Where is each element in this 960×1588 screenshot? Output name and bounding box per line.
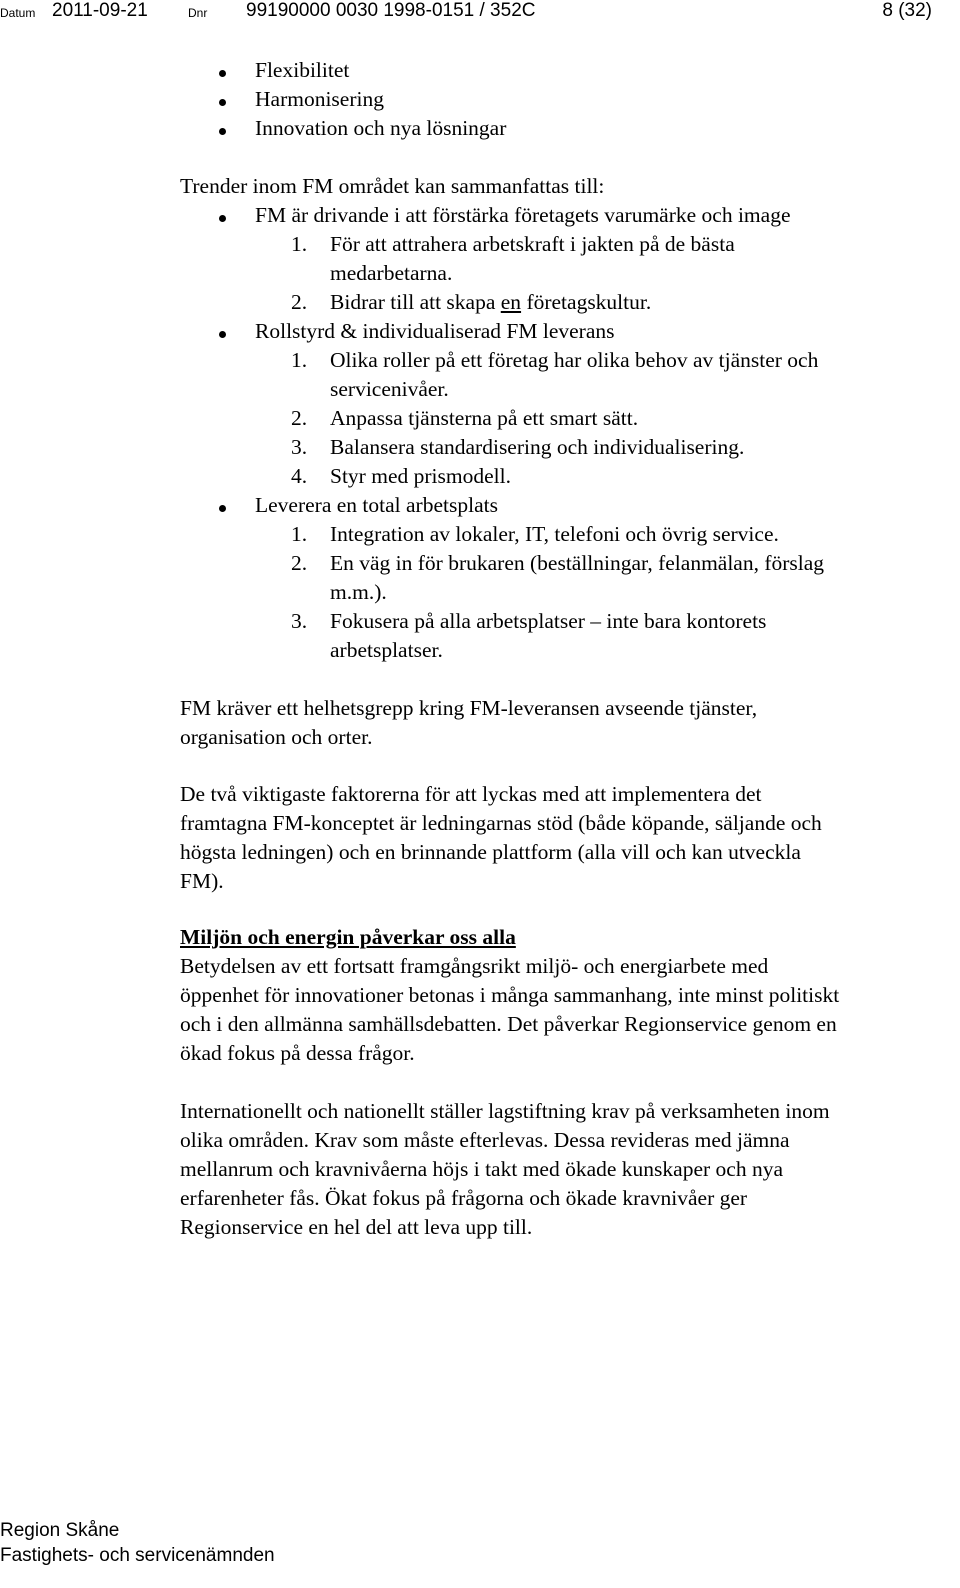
item-number: 1. [291, 348, 308, 372]
item-text-underlined: en [500, 290, 522, 314]
trends-heading: Trender inom FM området kan sammanfattas till: [180, 174, 605, 198]
page-footer [0, 1518, 275, 1568]
paragraph-line: De två viktigaste faktorerna för att lyckas med att implementera det [180, 782, 762, 806]
item-number: 2. [291, 290, 308, 314]
dnr-label: Dnr [188, 6, 208, 20]
paragraph-line: och i den allmänna samhällsdebatten. Det påverkar Regionservice genom en [180, 1012, 837, 1036]
bullet-icon [219, 331, 226, 338]
item-text-post: företagskultur. [521, 290, 652, 314]
bullet-icon [219, 70, 226, 77]
item-number: 1. [291, 232, 308, 256]
paragraph-line: Regionservice en hel del att leva upp till. [180, 1215, 533, 1239]
intro-bullet: Innovation och nya lösningar [255, 116, 507, 140]
trend-title: Rollstyrd & individualiserad FM leverans [255, 319, 615, 343]
paragraph-line: ökad fokus på dessa frågor. [180, 1041, 415, 1065]
intro-bullet: Flexibilitet [255, 58, 350, 82]
item-text: servicenivåer. [330, 377, 449, 401]
paragraph-line: FM kräver ett helhetsgrepp kring FM-leveransen avseende tjänster, [180, 696, 758, 720]
item-text-pre: Bidrar till att skapa [330, 290, 501, 314]
paragraph-line: framtagna FM-konceptet är ledningarnas stöd (både köpande, säljande och [180, 811, 822, 835]
item-number: 4. [291, 464, 308, 488]
item-text: För att attrahera arbetskraft i jakten på de bästa [330, 232, 735, 256]
paragraph-line: organisation och orter. [180, 725, 373, 749]
item-text: En väg in för brukaren (beställningar, felanmälan, förslag [330, 551, 825, 575]
trend-title: Leverera en total arbetsplats [255, 493, 498, 517]
item-text: medarbetarna. [330, 261, 453, 285]
paragraph-line: högsta ledningen) och en brinnande plattform (alla vill och kan utveckla [180, 840, 801, 864]
dnr-value: 99190000 0030 1998-0151 / 352C [246, 0, 536, 21]
bullet-icon [219, 128, 226, 135]
paragraph-line: Internationellt och nationellt ställer lagstiftning krav på verksamheten inom [180, 1099, 830, 1123]
item-text: arbetsplatser. [330, 638, 443, 662]
paragraph-line: Betydelsen av ett fortsatt framgångsrikt miljö- och energiarbete med [180, 954, 769, 978]
bullet-icon [219, 99, 226, 106]
item-text: Anpassa tjänsterna på ett smart sätt. [330, 406, 639, 430]
page-number: 8 (32) [882, 0, 932, 21]
item-number: 2. [291, 406, 308, 430]
item-text: Integration av lokaler, IT, telefoni och övrig service. [330, 522, 779, 546]
item-text: Styr med prismodell. [330, 464, 511, 488]
intro-bullet: Harmonisering [255, 87, 384, 111]
bullet-icon [219, 505, 226, 512]
footer-org: Region Skåne [0, 1520, 120, 1541]
item-text: m.m.). [330, 580, 387, 604]
paragraph-line: erfarenheter fås. Ökat fokus på frågorna och ökade kravnivåer ger [180, 1186, 748, 1210]
item-number: 3. [291, 435, 308, 459]
item-text: Fokusera på alla arbetsplatser – inte bara kontorets [330, 609, 767, 633]
item-number: 3. [291, 609, 308, 633]
date-value: 2011-09-21 [52, 0, 148, 21]
date-label: Datum [0, 6, 36, 20]
item-number: 1. [291, 522, 308, 546]
item-number: 2. [291, 551, 308, 575]
page-header [0, 0, 960, 24]
paragraph-line: FM). [180, 869, 224, 893]
paragraph-line: olika områden. Krav som måste efterlevas. Dessa revideras med jämna [180, 1128, 790, 1152]
item-text [330, 290, 651, 315]
item-text: Olika roller på ett företag har olika behov av tjänster och [330, 348, 819, 372]
paragraph-line: mellanrum och kravnivåerna höjs i takt med ökade kunskaper och nya [180, 1157, 783, 1181]
section-heading: Miljön och energin påverkar oss alla [180, 925, 516, 949]
item-text: Balansera standardisering och individualisering. [330, 435, 745, 459]
footer-dept: Fastighets- och servicenämnden [0, 1545, 275, 1566]
bullet-icon [219, 215, 226, 222]
trend-title: FM är drivande i att förstärka företagets varumärke och image [255, 203, 791, 227]
paragraph-line: öppenhet för innovationer betonas i många sammanhang, inte minst politiskt [180, 983, 840, 1007]
